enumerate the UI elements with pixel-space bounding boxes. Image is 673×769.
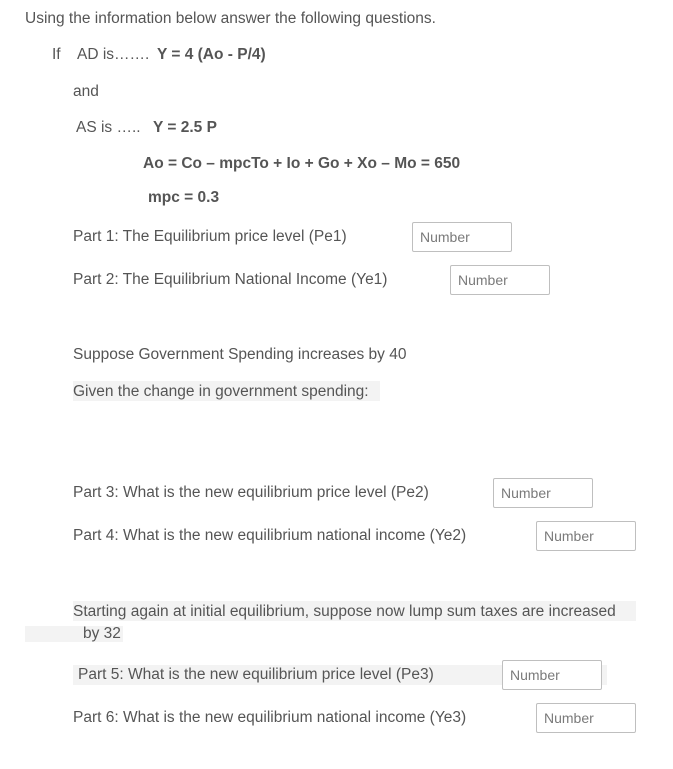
part3-input[interactable] [493, 478, 593, 508]
part1-label: Part 1: The Equilibrium price level (Pe1) [73, 228, 347, 245]
as-label: AS is ….. [76, 119, 141, 136]
intro-text: Using the information below answer the following questions. [25, 10, 436, 27]
ad-label: AD is……. [77, 46, 150, 63]
scenario2-line1: Starting again at initial equilibrium, suppose now lump sum taxes are increased [73, 603, 616, 620]
autonomous-equation: Ao = Co – mpcTo + Io + Go + Xo – Mo = 650 [143, 155, 461, 172]
part5-input[interactable] [502, 660, 602, 690]
as-equation: Y = 2.5 P [153, 119, 217, 136]
scenario1-line1: Suppose Government Spending increases by 40 [73, 346, 407, 363]
part2-input[interactable] [450, 265, 550, 295]
part1-input[interactable] [412, 222, 512, 252]
part6-input[interactable] [536, 703, 636, 733]
part2-label: Part 2: The Equilibrium National Income (Ye1) [73, 271, 388, 288]
scenario2-line2: by 32 [83, 625, 121, 642]
part4-label: Part 4: What is the new equilibrium national income (Ye2) [73, 527, 467, 544]
ad-equation: Y = 4 (Ao - P/4) [157, 46, 266, 63]
part4-input[interactable] [536, 521, 636, 551]
part6-label: Part 6: What is the new equilibrium national income (Ye3) [73, 709, 467, 726]
part3-label: Part 3: What is the new equilibrium price level (Pe2) [73, 484, 429, 501]
part5-label: Part 5: What is the new equilibrium price level (Pe3) [78, 666, 434, 683]
scenario1-line2: Given the change in government spending: [73, 383, 369, 400]
connector-and: and [73, 83, 99, 100]
ad-prefix: If [52, 46, 61, 63]
mpc-equation: mpc = 0.3 [148, 189, 220, 206]
